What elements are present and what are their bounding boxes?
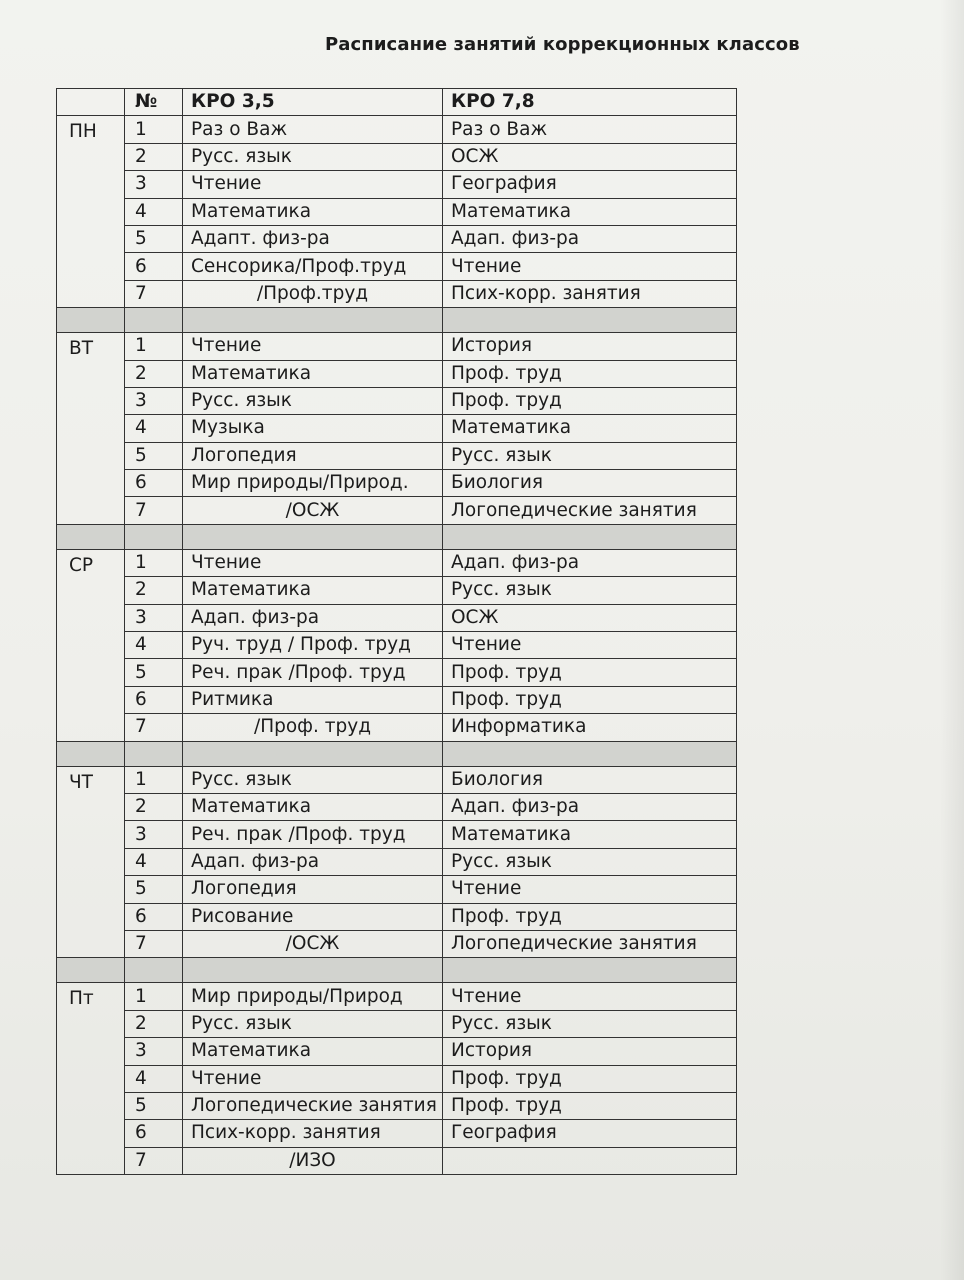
lesson-row bbox=[57, 793, 737, 820]
lesson-kro-3-5: Мир природы/Природ. bbox=[183, 470, 443, 497]
day-separator-row bbox=[57, 958, 737, 983]
lesson-kro-3-5: Математика bbox=[183, 360, 443, 387]
lesson-number: 6 bbox=[125, 1120, 183, 1147]
lesson-kro-3-5: Ритмика bbox=[183, 686, 443, 713]
lesson-row bbox=[57, 930, 737, 957]
lesson-row bbox=[57, 876, 737, 903]
lesson-number: 5 bbox=[125, 225, 183, 252]
separator-cell bbox=[183, 524, 443, 549]
lesson-kro-7-8: История bbox=[443, 333, 737, 360]
lesson-kro-3-5: Адап. физ-ра bbox=[183, 848, 443, 875]
lesson-row bbox=[57, 1092, 737, 1119]
separator-cell bbox=[443, 741, 737, 766]
lesson-kro-7-8: Математика bbox=[443, 198, 737, 225]
lesson-number: 5 bbox=[125, 442, 183, 469]
lesson-row bbox=[57, 470, 737, 497]
lesson-number: 7 bbox=[125, 497, 183, 524]
day-separator-row bbox=[57, 741, 737, 766]
lesson-number: 6 bbox=[125, 686, 183, 713]
separator-cell bbox=[183, 958, 443, 983]
lesson-kro-7-8: Адап. физ-ра bbox=[443, 793, 737, 820]
separator-cell bbox=[183, 308, 443, 333]
day-separator-row bbox=[57, 524, 737, 549]
lesson-kro-7-8: История bbox=[443, 1038, 737, 1065]
day-label: ПН bbox=[57, 116, 125, 308]
lesson-number: 7 bbox=[125, 714, 183, 741]
lesson-row bbox=[57, 1147, 737, 1174]
day-label: ЧТ bbox=[57, 766, 125, 958]
lesson-row bbox=[57, 360, 737, 387]
lesson-row bbox=[57, 632, 737, 659]
lesson-kro-3-5: Чтение bbox=[183, 1065, 443, 1092]
lesson-kro-7-8: Чтение bbox=[443, 876, 737, 903]
lesson-row bbox=[57, 821, 737, 848]
lesson-kro-7-8: Чтение bbox=[443, 983, 737, 1010]
separator-cell bbox=[57, 308, 125, 333]
lesson-kro-3-5: Адап. физ-ра bbox=[183, 604, 443, 631]
lesson-row bbox=[57, 659, 737, 686]
lesson-kro-3-5: Реч. прак /Проф. труд bbox=[183, 821, 443, 848]
lesson-kro-3-5: Руч. труд / Проф. труд bbox=[183, 632, 443, 659]
lesson-number: 6 bbox=[125, 903, 183, 930]
schedule-table bbox=[56, 88, 737, 1175]
day-separator-row bbox=[57, 308, 737, 333]
lesson-kro-7-8: Адап. физ-ра bbox=[443, 225, 737, 252]
lesson-row bbox=[57, 442, 737, 469]
lesson-kro-3-5: Рисование bbox=[183, 903, 443, 930]
lesson-row bbox=[57, 415, 737, 442]
lesson-number: 5 bbox=[125, 876, 183, 903]
lesson-kro-3-5: Чтение bbox=[183, 549, 443, 576]
lesson-number: 3 bbox=[125, 821, 183, 848]
lesson-number: 2 bbox=[125, 143, 183, 170]
header-number-cell: № bbox=[125, 89, 183, 116]
separator-cell bbox=[57, 741, 125, 766]
page-title: Расписание занятий коррекционных классов bbox=[325, 34, 800, 55]
lesson-row bbox=[57, 577, 737, 604]
lesson-kro-7-8: Проф. труд bbox=[443, 387, 737, 414]
lesson-kro-7-8: Чтение bbox=[443, 632, 737, 659]
lesson-kro-3-5: Сенсорика/Проф.труд bbox=[183, 253, 443, 280]
lesson-row bbox=[57, 686, 737, 713]
lesson-kro-7-8: Проф. труд bbox=[443, 1092, 737, 1119]
lesson-kro-7-8: Информатика bbox=[443, 714, 737, 741]
lesson-number: 1 bbox=[125, 116, 183, 143]
lesson-kro-7-8: Логопедические занятия bbox=[443, 930, 737, 957]
lesson-kro-3-5: Логопедия bbox=[183, 442, 443, 469]
lesson-kro-3-5: Русс. язык bbox=[183, 143, 443, 170]
lesson-kro-3-5: Псих-корр. занятия bbox=[183, 1120, 443, 1147]
lesson-kro-3-5: Мир природы/Природ bbox=[183, 983, 443, 1010]
lesson-kro-7-8: ОСЖ bbox=[443, 604, 737, 631]
lesson-kro-7-8: Псих-корр. занятия bbox=[443, 280, 737, 307]
lesson-kro-7-8: Русс. язык bbox=[443, 848, 737, 875]
lesson-number: 1 bbox=[125, 333, 183, 360]
separator-cell bbox=[443, 524, 737, 549]
header-class-kro-3-5: КРО 3,5 bbox=[183, 89, 443, 116]
lesson-row bbox=[57, 198, 737, 225]
lesson-row bbox=[57, 497, 737, 524]
lesson-row bbox=[57, 1010, 737, 1037]
lesson-kro-7-8: Проф. труд bbox=[443, 686, 737, 713]
lesson-number: 7 bbox=[125, 1147, 183, 1174]
lesson-number: 2 bbox=[125, 793, 183, 820]
lesson-number: 2 bbox=[125, 577, 183, 604]
lesson-row bbox=[57, 848, 737, 875]
lesson-number: 4 bbox=[125, 1065, 183, 1092]
lesson-row bbox=[57, 143, 737, 170]
lesson-kro-7-8: Чтение bbox=[443, 253, 737, 280]
lesson-number: 1 bbox=[125, 766, 183, 793]
lesson-kro-7-8: Математика bbox=[443, 415, 737, 442]
lesson-number: 2 bbox=[125, 360, 183, 387]
lesson-kro-3-5: /Проф. труд bbox=[183, 714, 443, 741]
lesson-kro-7-8: Проф. труд bbox=[443, 360, 737, 387]
lesson-kro-7-8: Логопедические занятия bbox=[443, 497, 737, 524]
separator-cell bbox=[57, 524, 125, 549]
lesson-number: 5 bbox=[125, 659, 183, 686]
lesson-kro-7-8: География bbox=[443, 1120, 737, 1147]
lesson-number: 4 bbox=[125, 848, 183, 875]
header-row bbox=[57, 89, 737, 116]
lesson-kro-3-5: Русс. язык bbox=[183, 766, 443, 793]
lesson-row bbox=[57, 253, 737, 280]
lesson-kro-3-5: Логопедические занятия bbox=[183, 1092, 443, 1119]
lesson-kro-3-5: /ИЗО bbox=[183, 1147, 443, 1174]
lesson-kro-7-8: Раз о Важ bbox=[443, 116, 737, 143]
lesson-row bbox=[57, 604, 737, 631]
lesson-kro-3-5: Логопедия bbox=[183, 876, 443, 903]
lesson-row bbox=[57, 116, 737, 143]
lesson-kro-7-8: Русс. язык bbox=[443, 1010, 737, 1037]
lesson-kro-7-8: Математика bbox=[443, 821, 737, 848]
day-label: СР bbox=[57, 549, 125, 741]
lesson-kro-3-5: Чтение bbox=[183, 171, 443, 198]
separator-cell bbox=[125, 741, 183, 766]
lesson-row bbox=[57, 714, 737, 741]
separator-cell bbox=[443, 308, 737, 333]
lesson-number: 6 bbox=[125, 253, 183, 280]
header-day-cell bbox=[57, 89, 125, 116]
lesson-kro-7-8: Русс. язык bbox=[443, 577, 737, 604]
lesson-kro-3-5: Математика bbox=[183, 1038, 443, 1065]
lesson-row bbox=[57, 1038, 737, 1065]
separator-cell bbox=[443, 958, 737, 983]
lesson-kro-3-5: Адапт. физ-ра bbox=[183, 225, 443, 252]
lesson-row bbox=[57, 1065, 737, 1092]
lesson-kro-7-8: Русс. язык bbox=[443, 442, 737, 469]
lesson-kro-3-5: Реч. прак /Проф. труд bbox=[183, 659, 443, 686]
lesson-number: 3 bbox=[125, 387, 183, 414]
lesson-kro-7-8: Проф. труд bbox=[443, 1065, 737, 1092]
lesson-row bbox=[57, 225, 737, 252]
lesson-kro-7-8: Адап. физ-ра bbox=[443, 549, 737, 576]
lesson-kro-7-8: Биология bbox=[443, 766, 737, 793]
lesson-row bbox=[57, 280, 737, 307]
lesson-kro-3-5: /ОСЖ bbox=[183, 930, 443, 957]
lesson-row bbox=[57, 766, 737, 793]
lesson-kro-7-8 bbox=[443, 1147, 737, 1174]
lesson-number: 3 bbox=[125, 604, 183, 631]
lesson-kro-7-8: Проф. труд bbox=[443, 903, 737, 930]
lesson-kro-7-8: ОСЖ bbox=[443, 143, 737, 170]
lesson-number: 3 bbox=[125, 1038, 183, 1065]
lesson-row bbox=[57, 333, 737, 360]
lesson-row bbox=[57, 1120, 737, 1147]
lesson-number: 7 bbox=[125, 930, 183, 957]
separator-cell bbox=[125, 958, 183, 983]
lesson-number: 1 bbox=[125, 549, 183, 576]
lesson-number: 4 bbox=[125, 415, 183, 442]
lesson-row bbox=[57, 903, 737, 930]
day-label: ВТ bbox=[57, 333, 125, 525]
lesson-kro-3-5: /ОСЖ bbox=[183, 497, 443, 524]
lesson-kro-3-5: Математика bbox=[183, 198, 443, 225]
separator-cell bbox=[125, 524, 183, 549]
paper-shadow bbox=[940, 0, 964, 1280]
lesson-kro-3-5: Раз о Важ bbox=[183, 116, 443, 143]
lesson-number: 4 bbox=[125, 632, 183, 659]
separator-cell bbox=[183, 741, 443, 766]
lesson-number: 6 bbox=[125, 470, 183, 497]
lesson-row bbox=[57, 387, 737, 414]
header-class-kro-7-8: КРО 7,8 bbox=[443, 89, 737, 116]
lesson-number: 1 bbox=[125, 983, 183, 1010]
lesson-kro-3-5: Математика bbox=[183, 577, 443, 604]
lesson-kro-7-8: Проф. труд bbox=[443, 659, 737, 686]
lesson-kro-3-5: Чтение bbox=[183, 333, 443, 360]
lesson-number: 7 bbox=[125, 280, 183, 307]
lesson-row bbox=[57, 983, 737, 1010]
lesson-row bbox=[57, 549, 737, 576]
schedule-body bbox=[57, 89, 737, 1175]
lesson-kro-7-8: География bbox=[443, 171, 737, 198]
lesson-number: 2 bbox=[125, 1010, 183, 1037]
lesson-number: 4 bbox=[125, 198, 183, 225]
lesson-kro-7-8: Биология bbox=[443, 470, 737, 497]
lesson-number: 3 bbox=[125, 171, 183, 198]
lesson-number: 5 bbox=[125, 1092, 183, 1119]
lesson-kro-3-5: /Проф.труд bbox=[183, 280, 443, 307]
separator-cell bbox=[57, 958, 125, 983]
lesson-kro-3-5: Русс. язык bbox=[183, 387, 443, 414]
lesson-kro-3-5: Русс. язык bbox=[183, 1010, 443, 1037]
lesson-kro-3-5: Математика bbox=[183, 793, 443, 820]
lesson-row bbox=[57, 171, 737, 198]
separator-cell bbox=[125, 308, 183, 333]
lesson-kro-3-5: Музыка bbox=[183, 415, 443, 442]
day-label: Пт bbox=[57, 983, 125, 1175]
